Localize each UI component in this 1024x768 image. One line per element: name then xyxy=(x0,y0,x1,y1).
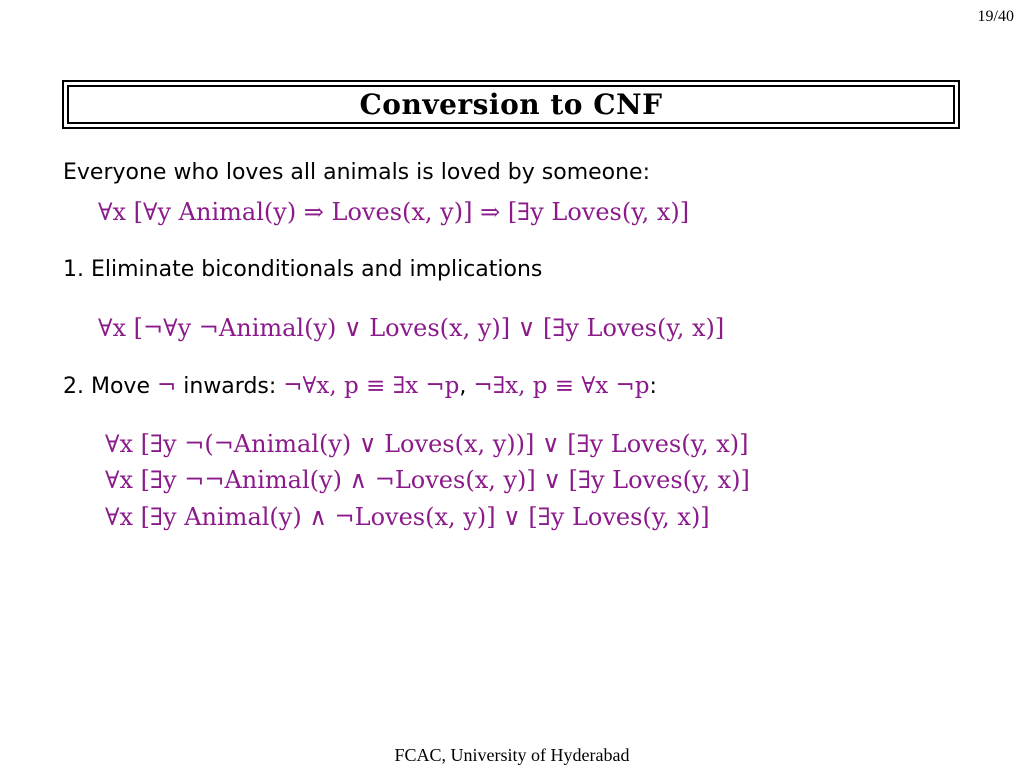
step2-label-middle: inwards: xyxy=(176,374,284,399)
rule-separator: , xyxy=(459,374,474,399)
rule-forall-negation: ¬∀x, p ≡ ∃x ¬p xyxy=(283,373,460,399)
intro-formula: ∀x [∀y Animal(y) ⇒ Loves(x, y)] ⇒ [∃y Loves(y, x)] xyxy=(98,198,690,226)
title-inner-frame xyxy=(67,85,955,124)
footer: FCAC, University of Hyderabad xyxy=(394,745,630,765)
step1-label: 1. Eliminate biconditionals and implications xyxy=(63,257,543,282)
title-frame xyxy=(62,80,960,129)
step1-formula: ∀x [¬∀y ¬Animal(y) ∨ Loves(x, y)] ∨ [∃y Loves(y, x)] xyxy=(98,314,725,342)
slide-title: Conversion to CNF xyxy=(359,88,663,121)
page-number: 19/40 xyxy=(977,8,1014,25)
step2-formula-3: ∀x [∃y Animal(y) ∧ ¬Loves(x, y)] ∨ [∃y Loves(y, x)] xyxy=(105,503,710,531)
step2-formula-1: ∀x [∃y ¬(¬Animal(y) ∨ Loves(x, y))] ∨ [∃y Loves(y, x)] xyxy=(105,430,749,458)
step2-formula-2: ∀x [∃y ¬¬Animal(y) ∧ ¬Loves(x, y)] ∨ [∃y Loves(y, x)] xyxy=(105,466,750,494)
step2-label xyxy=(63,373,657,399)
rule-exists-negation: ¬∃x, p ≡ ∀x ¬p xyxy=(473,373,650,399)
negation-symbol: ¬ xyxy=(156,373,177,399)
intro-text: Everyone who loves all animals is loved by someone: xyxy=(63,160,651,185)
rule-suffix: : xyxy=(649,374,657,399)
step2-label-prefix: 2. Move xyxy=(63,374,150,399)
